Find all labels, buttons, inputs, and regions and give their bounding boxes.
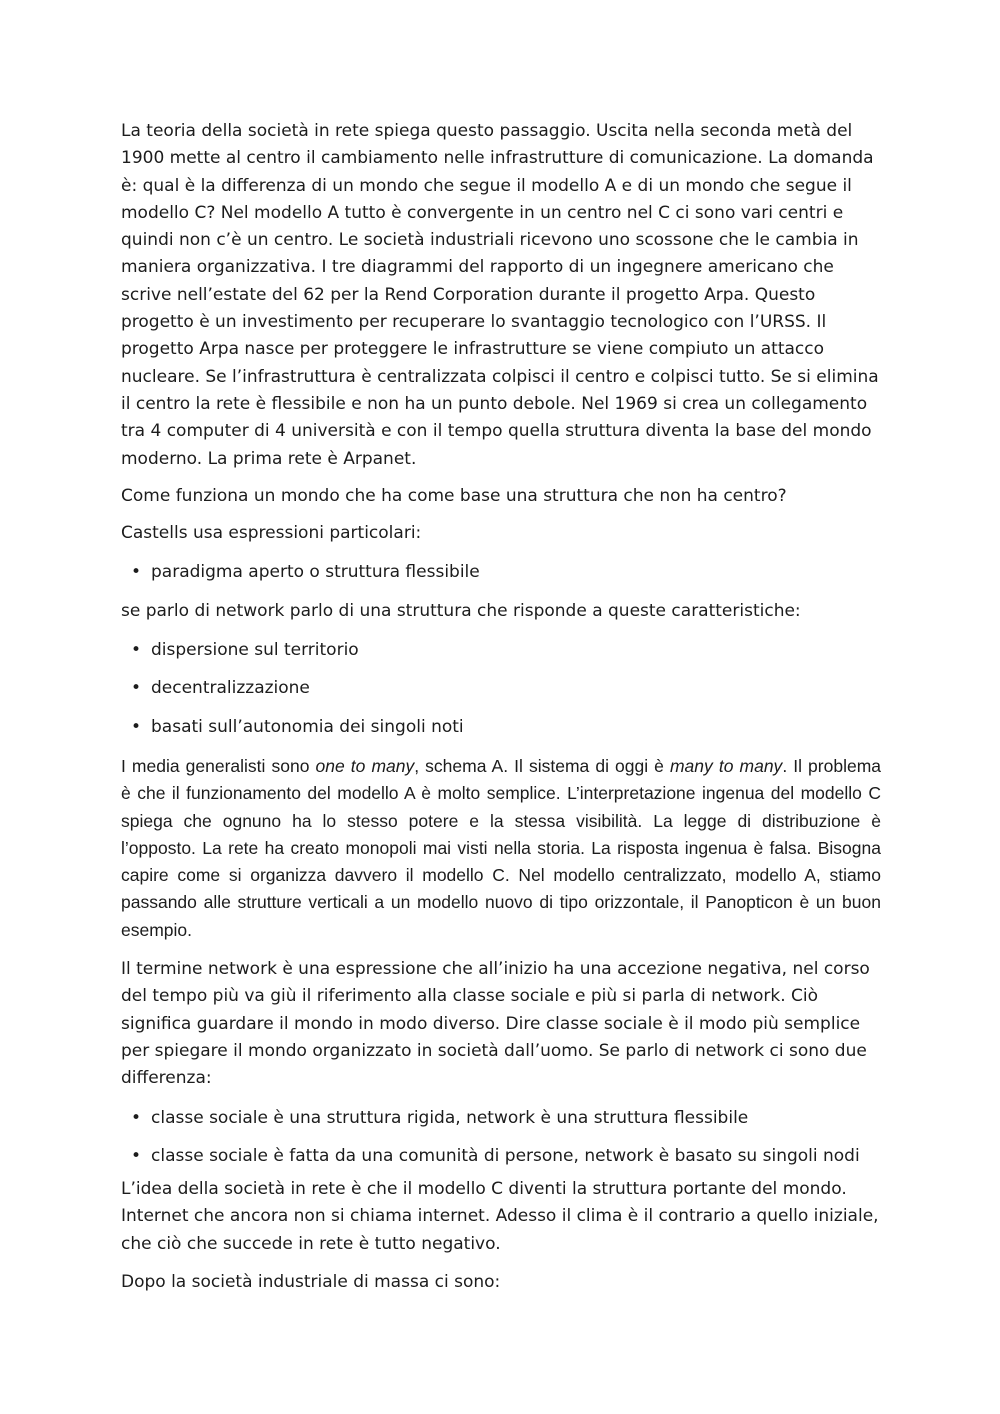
- paragraph-castells: Castells usa espressioni particolari:: [121, 523, 422, 544]
- bullet-list-differences: [121, 1105, 881, 1171]
- list-item: • basati sull’autonomia dei singoli noti: [121, 714, 881, 741]
- bullet-list-paradigm: [121, 559, 881, 586]
- emphasis-one-to-many: one to many: [315, 755, 415, 776]
- paragraph-media-models: [121, 753, 881, 944]
- bullet-list-characteristics: [121, 637, 881, 741]
- list-item: • classe sociale è una struttura rigida, network è una struttura flessibile: [121, 1105, 881, 1132]
- document-body: [121, 118, 881, 1296]
- list-item: • paradigma aperto o struttura flessibile: [121, 559, 881, 586]
- paragraph-network-term: Il termine network è una espressione che all’inizio ha una accezione negativa, nel corso del tempo più va giù il riferimento alla classe sociale e più si parla di network. Ciò significa guardare il mondo in modo diverso. Dire classe sociale è il modo più semplice per spiegare il mondo organizzato in società dall’uomo. Se parlo di network ci sono due differenza:: [121, 959, 870, 1089]
- paragraph-after-industrial-society: Dopo la società industriale di massa ci sono:: [121, 1271, 501, 1292]
- list-item: • dispersione sul territorio: [121, 637, 881, 664]
- text-run: , schema A. Il sistema di oggi è: [414, 755, 670, 776]
- list-item: • decentralizzazione: [121, 675, 881, 702]
- paragraph-network-society-idea: L’idea della società in rete è che il modello C diventi la struttura portante del mondo. Internet che ancora non si chiama internet. Adesso il clima è il contrario a quello iniziale, che ciò che succede in rete è tutto negativo.: [121, 1179, 879, 1254]
- paragraph-network-society-theory: La teoria della società in rete spiega questo passaggio. Uscita nella seconda metà del 1900 mette al centro il cambiamento nelle infrastrutture di comunicazione. La domanda è: qual è la differenza di un mondo che segue il modello A e di un mondo che segue il modello C? Nel modello A tutto è convergente in un centro nel C ci sono vari centri e quindi non c’è un centro. Le società industriali ricevono uno scossone che le cambia in maniera organizzativa. I tre diagrammi del rapporto di un ingegnere americano che scrive nell’estate del 62 per la Rend Corporation durante il progetto Arpa. Questo progetto è un investimento per recuperare lo svantaggio tecnologico con l’URSS. Il progetto Arpa nasce per proteggere le infrastrutture se viene compiuto un attacco nucleare. Se l’infrastruttura è centralizzata colpisci il centro e colpisci tutto. Se si elimina il centro la rete è flessibile e non ha un punto debole. Nel 1969 si crea un collegamento tra 4 computer di 4 università e con il tempo quella struttura diventa la base del mondo moderno. La prima rete è Arpanet.: [121, 121, 879, 469]
- emphasis-many-to-many: many to many: [669, 755, 783, 776]
- paragraph-question: Come funziona un mondo che ha come base una struttura che non ha centro?: [121, 485, 787, 506]
- text-run: I media generalisti sono: [121, 755, 316, 776]
- text-run: . Il problema è che il funzionamento del modello A è molto semplice. L’interpretazione ingenua del modello C spiega che ognuno ha lo stesso potere e la stessa visibilità. La legge di distribuzione è l’opposto. La rete ha creato monopoli mai visti nella storia. La risposta ingenua è falsa. Bisogna capire come si organizza davvero il modello C. Nel modello centralizzato, modello A, stiamo passando alle strutture verticali a un modello nuovo di tipo orizzontale, il Panopticon è un buon esempio.: [121, 755, 882, 940]
- paragraph-network-characteristics: se parlo di network parlo di una struttura che risponde a queste caratteristiche:: [121, 600, 801, 621]
- list-item: • classe sociale è fatta da una comunità di persone, network è basato su singoli nodi: [121, 1143, 881, 1170]
